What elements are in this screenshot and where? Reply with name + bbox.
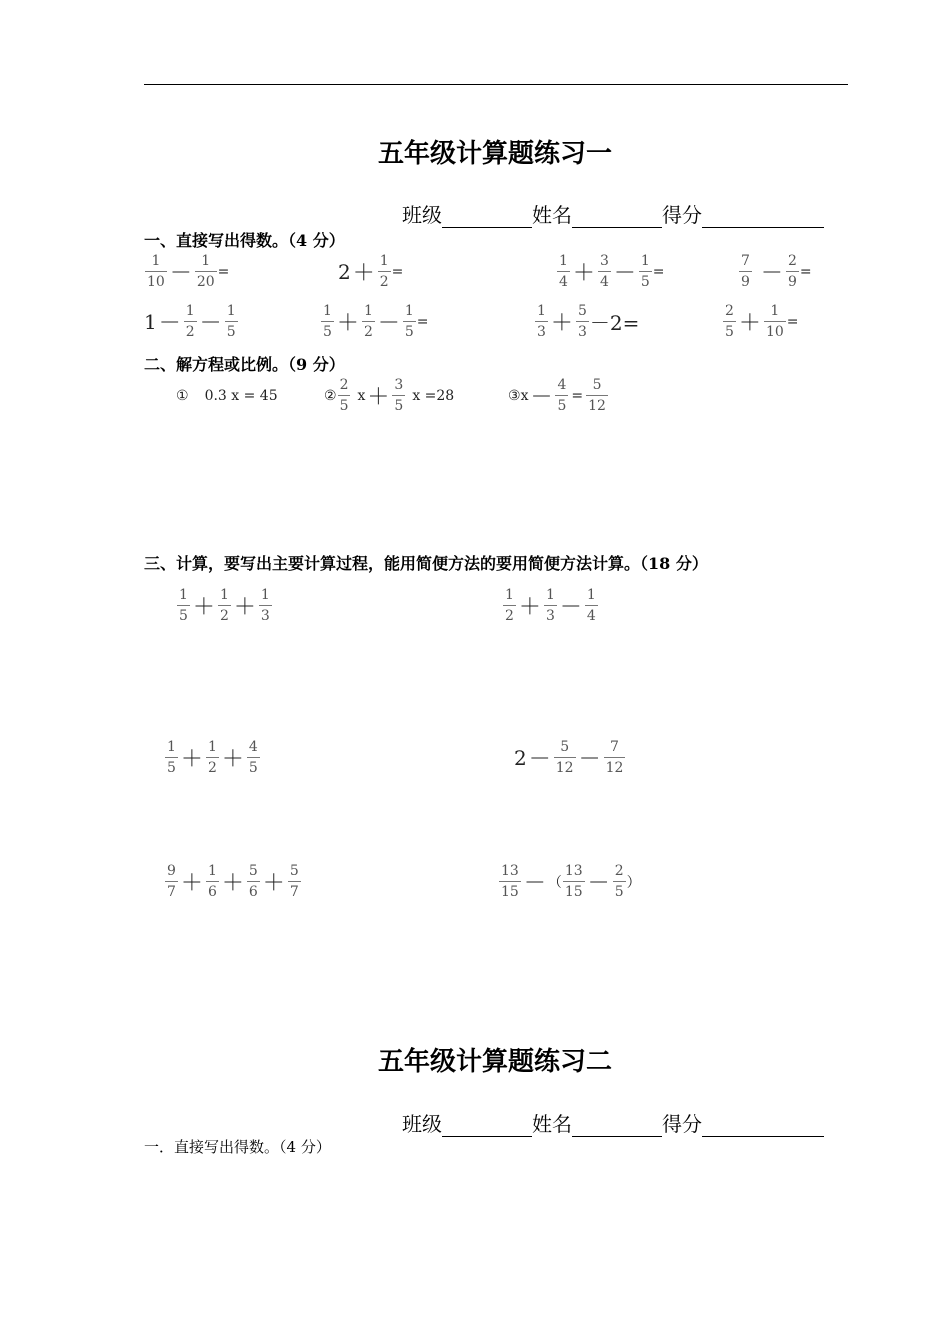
name-label: 姓名 <box>532 203 572 227</box>
plus-sign: ＋ <box>336 311 359 336</box>
minus-sign: － <box>760 261 783 286</box>
fraction: $\frac{2}{5}$ <box>725 303 734 340</box>
fraction: $\frac{1}{5}$ <box>226 303 236 340</box>
fraction: $\frac{13}{15}$ <box>501 863 519 900</box>
equals-sign: = <box>416 313 429 330</box>
fraction: $\frac{7}{9}$ <box>741 253 750 290</box>
problem-1-5 <box>144 304 239 339</box>
problem-3-4 <box>514 740 626 775</box>
section-heading-4: 一．直接写出得数。（4 分） <box>144 1138 331 1156</box>
score-label: 得分 <box>662 203 702 227</box>
fraction: $\frac{1}{5}$ <box>179 587 188 624</box>
score-label: 得分 <box>662 1112 702 1136</box>
problem-1-2 <box>338 254 403 289</box>
equation-2 <box>324 378 454 413</box>
fraction: $\frac{2}{5}$ <box>614 863 624 900</box>
plus-sign: ＋ <box>221 747 244 772</box>
class-label: 班级 <box>402 1112 442 1136</box>
fraction: $\frac{3}{5}$ <box>394 377 404 414</box>
plus-sign: ＋ <box>192 595 215 620</box>
plus-sign: ＋ <box>180 871 203 896</box>
fraction: $\frac{1}{10}$ <box>765 303 784 340</box>
name-blank[interactable] <box>572 1116 662 1137</box>
integer: 2 <box>514 745 527 770</box>
open-paren: （ <box>547 874 562 891</box>
plus-sign: ＋ <box>352 261 375 286</box>
equals-sign: = <box>786 313 799 330</box>
close-paren: ） <box>626 874 641 891</box>
minus-sign: － <box>578 747 601 772</box>
plus-sign: ＋ <box>180 747 203 772</box>
fraction: $\frac{5}{6}$ <box>248 863 258 900</box>
fraction: $\frac{2}{5}$ <box>339 377 349 414</box>
fraction: $\frac{1}{3}$ <box>545 587 555 624</box>
minus-sign: － <box>587 871 610 896</box>
score-blank[interactable] <box>702 1116 824 1137</box>
problem-1-1 <box>144 254 229 289</box>
fraction: $\frac{1}{3}$ <box>537 303 546 340</box>
class-blank[interactable] <box>442 207 532 228</box>
fraction: $\frac{1}{2}$ <box>379 253 389 290</box>
equals-sign: = <box>217 263 230 280</box>
fraction: $\frac{4}{5}$ <box>557 377 567 414</box>
fraction: $\frac{1}{6}$ <box>207 863 217 900</box>
fraction: $\frac{1}{5}$ <box>640 253 650 290</box>
variable: x <box>520 387 529 404</box>
integer: 1 <box>144 309 157 334</box>
fraction: $\frac{5}{12}$ <box>588 377 606 414</box>
fraction: $\frac{1}{2}$ <box>185 303 195 340</box>
page-title-2: 五年级计算题练习二 <box>377 1047 612 1077</box>
fraction: $\frac{7}{12}$ <box>605 739 624 776</box>
plus-sign: ＋ <box>550 311 573 336</box>
section-heading-2: 二、解方程或比例。（9 分） <box>144 355 345 374</box>
problem-1-7 <box>534 304 639 339</box>
equation-3 <box>508 378 609 413</box>
fraction: $\frac{1}{2}$ <box>207 739 217 776</box>
student-info-line-2 <box>402 1108 824 1137</box>
fraction: $\frac{1}{2}$ <box>505 587 514 624</box>
minus-sign: － <box>377 311 400 336</box>
fraction: $\frac{1}{20}$ <box>196 253 215 290</box>
equals-sign: = <box>799 263 812 280</box>
minus-sign: － <box>528 747 551 772</box>
name-label: 姓名 <box>532 1112 572 1136</box>
fraction: $\frac{1}{10}$ <box>147 253 165 290</box>
fraction: $\frac{1}{4}$ <box>586 587 596 624</box>
plus-sign: ＋ <box>233 595 256 620</box>
problem-3-3 <box>164 740 261 775</box>
fraction: $\frac{1}{4}$ <box>559 253 568 290</box>
fraction: $\frac{1}{3}$ <box>260 587 270 624</box>
circled-number: ③ <box>508 387 521 404</box>
name-blank[interactable] <box>572 207 662 228</box>
problem-1-4 <box>738 254 812 289</box>
problem-1-6 <box>320 304 429 339</box>
plus-sign: ＋ <box>738 311 761 336</box>
minus-sign: － <box>523 871 546 896</box>
problem-3-6 <box>498 864 641 899</box>
fraction: $\frac{5}{3}$ <box>577 303 587 340</box>
integer: 2 <box>338 259 351 284</box>
fraction: $\frac{3}{4}$ <box>599 253 609 290</box>
fraction: $\frac{5}{12}$ <box>555 739 574 776</box>
class-blank[interactable] <box>442 1116 532 1137</box>
plus-sign: ＋ <box>518 595 541 620</box>
fraction: $\frac{9}{7}$ <box>167 863 176 900</box>
plus-sign: ＋ <box>221 871 244 896</box>
problem-3-2 <box>502 588 599 623</box>
equals-sign: = <box>391 263 404 280</box>
equals-sign: = <box>571 387 584 404</box>
circled-number: ② <box>324 387 337 404</box>
minus-sign: － <box>199 311 222 336</box>
section-heading-1: 一、直接写出得数。（4 分） <box>144 231 345 250</box>
section-heading-3: 三、计算，要写出主要计算过程，能用简便方法的要用简便方法计算。（18 分） <box>144 554 708 573</box>
circled-number: ① <box>176 388 189 404</box>
class-label: 班级 <box>402 203 442 227</box>
minus-sign: － <box>530 385 553 410</box>
top-rule <box>144 84 848 85</box>
equals-sign: = <box>652 263 665 280</box>
fraction: $\frac{5}{7}$ <box>289 863 299 900</box>
fraction: $\frac{4}{5}$ <box>248 739 258 776</box>
plus-sign: ＋ <box>572 261 595 286</box>
equation-text: 0.3 x = 45 <box>204 388 278 404</box>
fraction: $\frac{1}{5}$ <box>404 303 414 340</box>
problem-3-1 <box>176 588 273 623</box>
minus-sign: － <box>169 261 192 286</box>
problem-1-3 <box>556 254 665 289</box>
plus-sign: ＋ <box>262 871 285 896</box>
minus-sign: － <box>559 595 582 620</box>
fraction: $\frac{1}{2}$ <box>219 587 229 624</box>
fraction: $\frac{2}{9}$ <box>787 253 797 290</box>
fraction: $\frac{1}{5}$ <box>323 303 332 340</box>
fraction: $\frac{13}{15}$ <box>564 863 583 900</box>
fraction: $\frac{1}{5}$ <box>167 739 176 776</box>
student-info-line-1 <box>402 199 824 228</box>
minus-sign: － <box>613 261 636 286</box>
equation-tail: x =28 <box>412 387 455 404</box>
problem-3-5 <box>164 864 302 899</box>
fraction: $\frac{1}{2}$ <box>363 303 373 340</box>
plus-sign: ＋ <box>367 385 390 410</box>
variable: x <box>357 387 366 404</box>
minus-sign: － <box>158 311 181 336</box>
page-title-1: 五年级计算题练习一 <box>377 139 612 169</box>
expression-tail: －2= <box>589 311 640 335</box>
score-blank[interactable] <box>702 207 824 228</box>
equation-1 <box>176 388 278 404</box>
problem-1-8 <box>722 304 799 339</box>
